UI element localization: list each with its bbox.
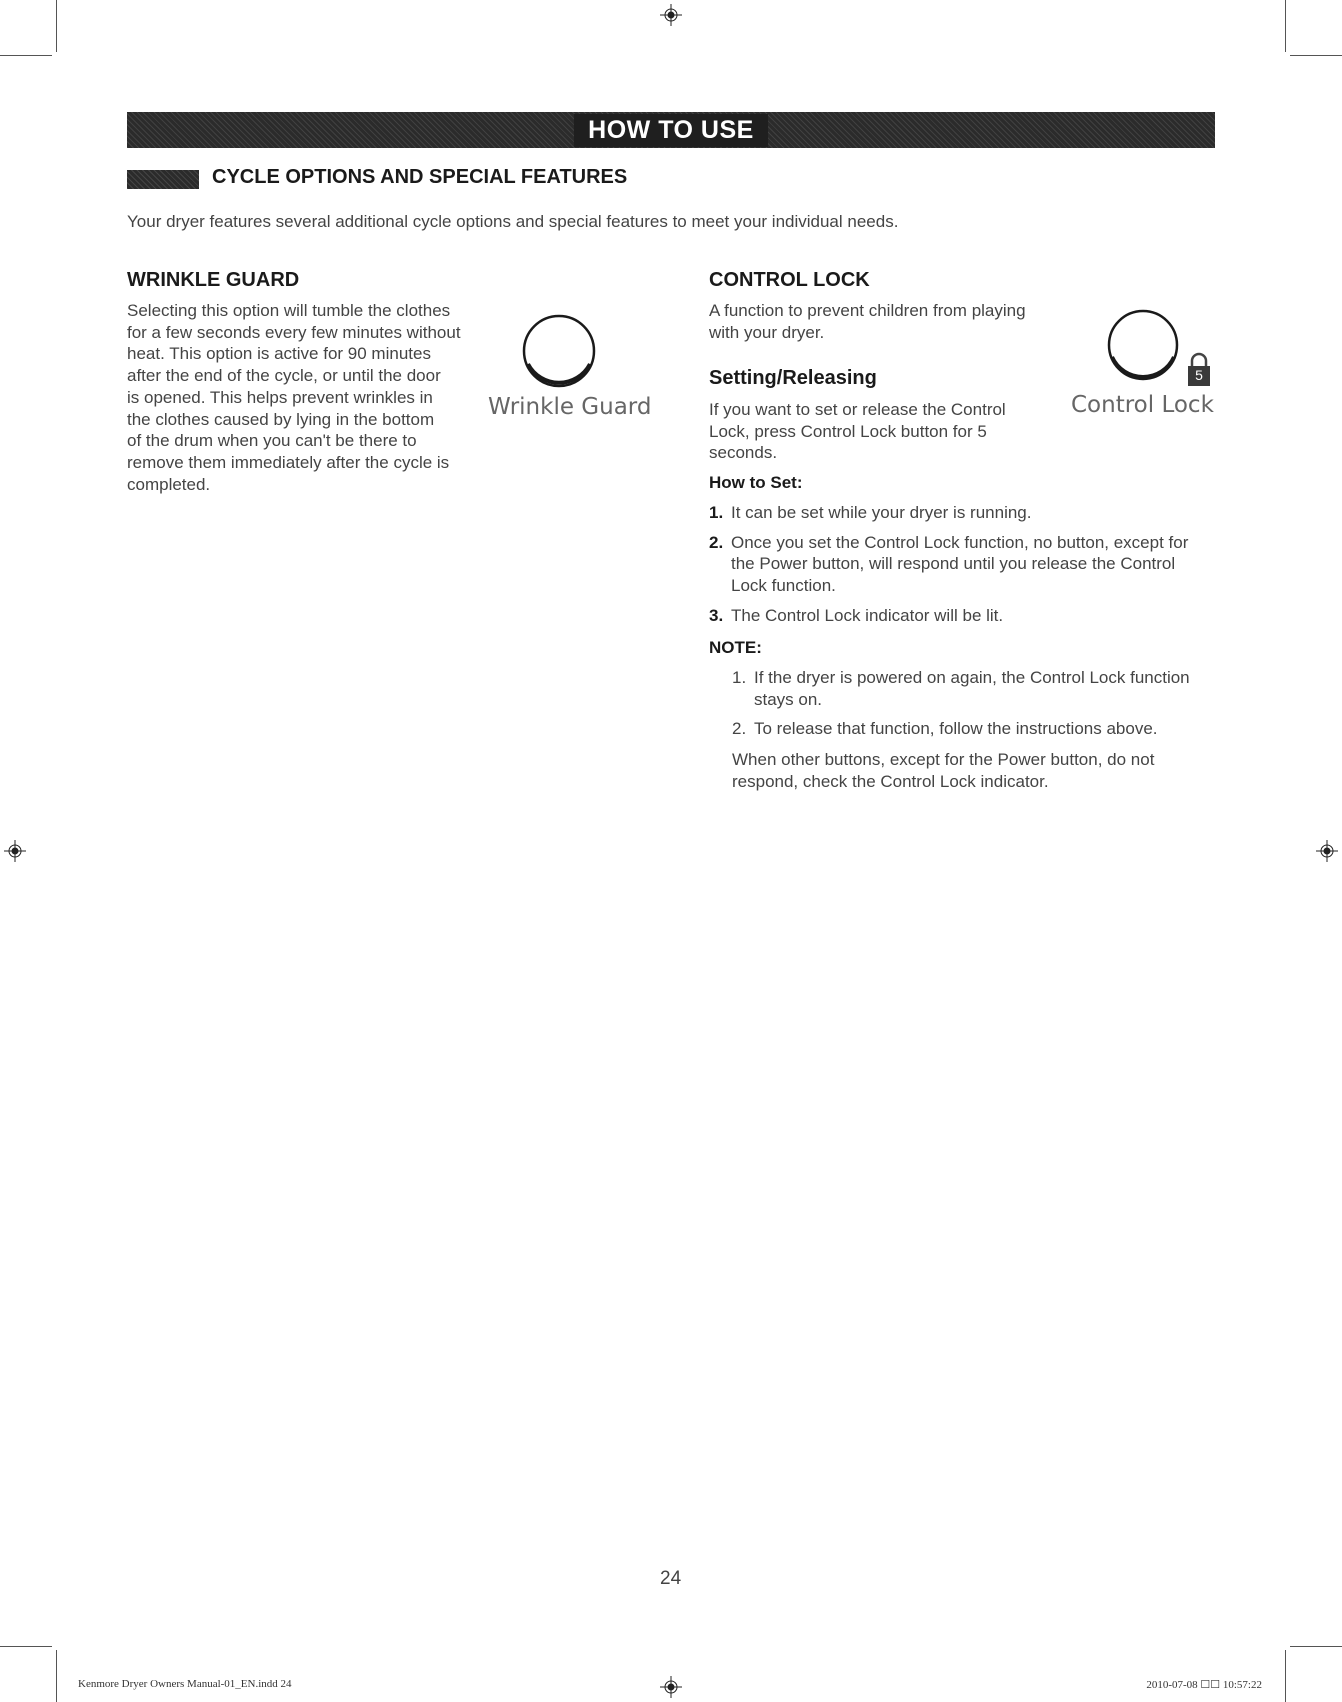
note-number: 2. [732,719,747,739]
list-item [709,502,1229,524]
crop-mark [1290,1646,1342,1647]
control-lock-description [709,300,1026,343]
list-item [709,532,1229,597]
crop-mark [0,55,52,56]
crop-mark [1285,1650,1286,1702]
body-line: heat. This option is active for 90 minutes [127,344,431,364]
section-marker [127,170,199,189]
list-item [732,718,1232,740]
body-line: the clothes caused by lying in the bottom [127,409,435,429]
banner-title: HOW TO USE [574,114,768,147]
setting-releasing-text [709,399,1006,464]
section-title: CYCLE OPTIONS AND SPECIAL FEATURES [212,166,628,188]
note-line: If the dryer is powered on again, the Control Lock function [754,668,1190,687]
wrinkle-guard-description [127,300,461,495]
footer-file-info: Kenmore Dryer Owners Manual-01_EN.indd 24 [78,1678,292,1690]
registration-mark-icon [4,840,26,862]
note-number: 1. [732,668,747,687]
body-line: respond, check the Control Lock indicator. [732,771,1049,791]
body-line: Selecting this option will tumble the clothes [127,301,451,320]
step-line: It can be set while your dryer is running. [731,503,1032,522]
step-number: 1. [709,503,724,522]
step-number: 3. [709,605,724,625]
registration-mark-icon [1316,840,1338,862]
note-list [732,667,1232,748]
crop-mark [0,1646,52,1647]
body-line: after the end of the cycle, or until the door [127,366,441,386]
list-item [732,667,1232,710]
note-label: NOTE: [709,638,762,657]
step-line: The Control Lock indicator will be lit. [731,605,1004,625]
note-line: stays on. [754,689,823,709]
intro-text: Your dryer features several additional cycle options and special features to meet your individual needs. [127,212,899,231]
step-number: 2. [709,532,724,552]
body-line: is opened. This helps prevent wrinkles in [127,387,433,407]
body-line: of the drum when you can't be there to [127,431,417,451]
body-line: remove them immediately after the cycle is [127,452,450,472]
body-line: completed. [127,474,211,494]
note-line: To release that function, follow the instructions above. [754,719,1158,739]
lock-badge-number: 5 [1195,367,1203,383]
body-line: A function to prevent children from playing [709,301,1026,320]
list-item [709,605,1229,627]
step-line: Lock function. [731,576,836,596]
page-banner [127,112,1215,148]
closing-note [732,749,1154,792]
body-line: Lock, press Control Lock button for 5 [709,421,987,441]
body-line: with your dryer. [709,322,825,342]
footer-timestamp: 2010-07-08 ☐☐ 10:57:22 [1146,1679,1262,1691]
wrinkle-guard-button-icon [520,312,598,390]
body-line: When other buttons, except for the Power button, do not [732,750,1155,769]
body-line: seconds. [709,443,778,463]
crop-mark [1290,55,1342,56]
how-to-set-label: How to Set: [709,473,803,492]
body-line: for a few seconds every few minutes without [127,322,461,342]
setting-releasing-heading: Setting/Releasing [709,367,877,389]
crop-mark [1285,0,1286,52]
step-line: Once you set the Control Lock function, no button, except for [731,532,1189,552]
control-lock-heading: CONTROL LOCK [709,269,870,291]
crop-mark [56,1650,57,1702]
wrinkle-guard-heading: WRINKLE GUARD [127,269,300,291]
crop-mark [56,0,57,52]
page-number: 24 [660,1568,682,1589]
body-line: If you want to set or release the Control [709,400,1006,419]
registration-mark-icon [660,1676,682,1698]
step-line: the Power button, will respond until you release the Control [731,554,1176,574]
control-lock-icon-label: Control Lock [1071,392,1214,418]
wrinkle-guard-icon-label: Wrinkle Guard [488,394,652,420]
registration-mark-icon [660,4,682,26]
how-to-set-steps [709,502,1229,635]
